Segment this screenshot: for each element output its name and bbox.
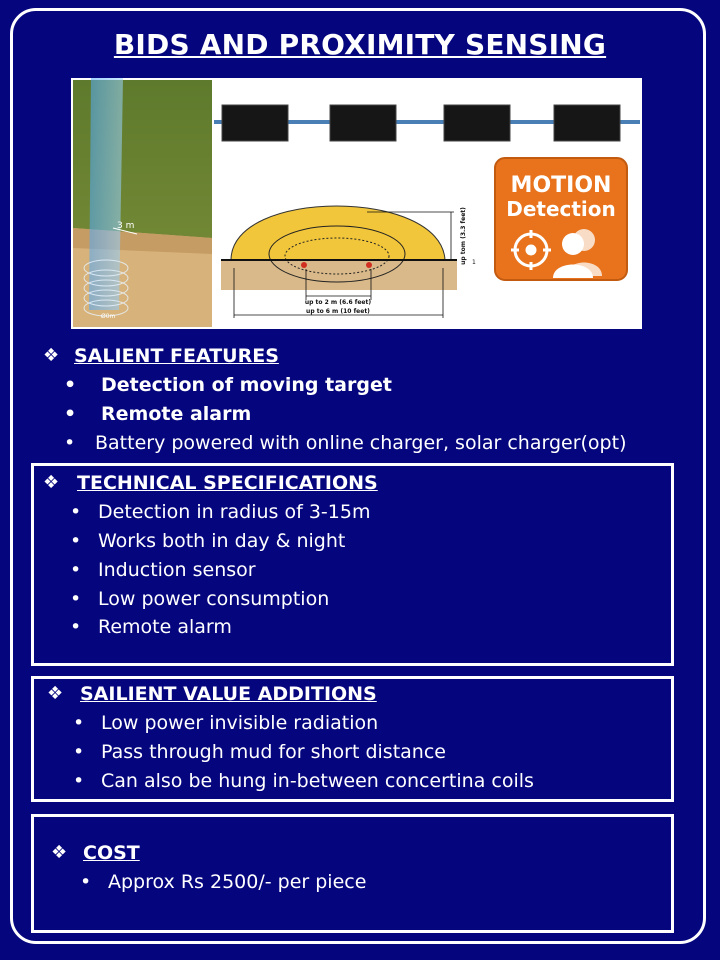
height-label: up tom (3.3 feet) [460, 207, 467, 265]
value-additions-heading: SAILIENT VALUE ADDITIONS [80, 683, 377, 705]
inner-range-label: up to 2 m (6.6 feet) [304, 299, 372, 306]
salient-item-3: • Battery powered with online charger, solar charger(opt) [64, 432, 627, 454]
tech-item-5: • Remote alarm [70, 616, 232, 638]
height-tick: 1 [472, 259, 476, 266]
fence-sensors [214, 105, 640, 141]
tech-item-4: • Low power consumption [70, 588, 330, 610]
tube-label: 3 m [117, 221, 135, 231]
cost-heading: COST [83, 842, 140, 864]
sensor-diagram [71, 78, 642, 329]
cost-item-1: • Approx Rs 2500/- per piece [80, 871, 367, 893]
tube-bottom-label: Ø0m [101, 313, 116, 320]
slide-title: BIDS AND PROXIMITY SENSING [113, 28, 607, 61]
outer-range-label: up to 6 m (10 feet) [306, 308, 370, 315]
sensor-figure [71, 78, 642, 329]
diamond-bullet-icon: ❖ [43, 472, 60, 493]
tech-item-3: • Induction sensor [70, 559, 256, 581]
diamond-bullet-icon: ❖ [51, 842, 68, 863]
motion-detection-badge [495, 158, 627, 280]
sensor-photo [73, 78, 212, 327]
salient-item-1: • Detection of moving target [64, 374, 392, 396]
badge-line2: Detection [506, 197, 616, 221]
diamond-bullet-icon: ❖ [43, 345, 60, 366]
value-item-1: • Low power invisible radiation [73, 712, 379, 734]
tech-item-2: • Works both in day & night [70, 530, 346, 552]
badge-line1: MOTION [510, 173, 612, 198]
tech-item-1: • Detection in radius of 3-15m [70, 501, 371, 523]
value-item-2: • Pass through mud for short distance [73, 741, 446, 763]
technical-specs-heading: TECHNICAL SPECIFICATIONS [77, 472, 378, 494]
detection-zone-diagram [221, 206, 476, 318]
value-item-3: • Can also be hung in-between concertina coils [73, 770, 534, 792]
salient-item-2: • Remote alarm [64, 403, 252, 425]
diamond-bullet-icon: ❖ [47, 683, 64, 704]
salient-features-heading: SALIENT FEATURES [74, 345, 279, 367]
